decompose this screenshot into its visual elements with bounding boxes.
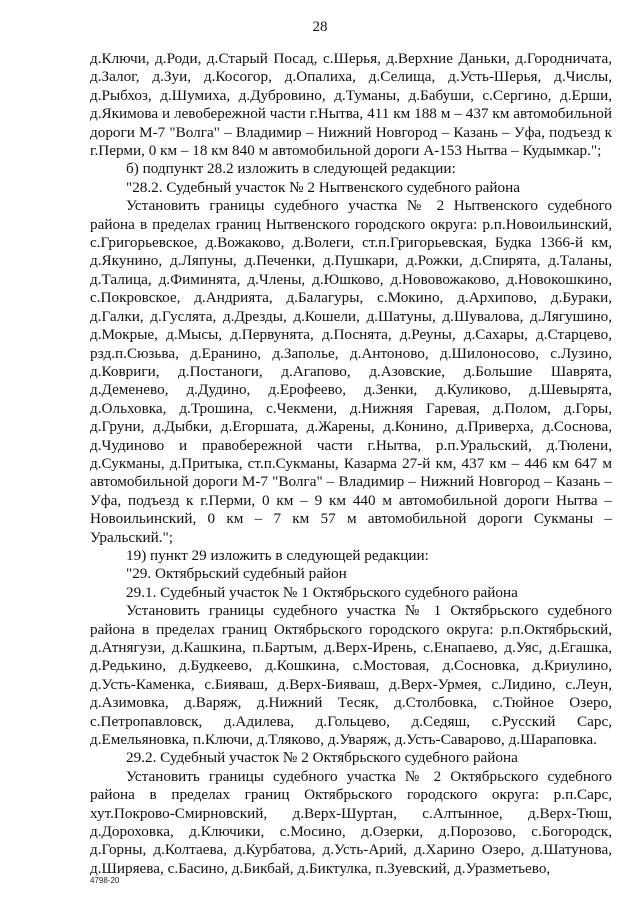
paragraph-4: Установить границы судебного участка № 2 Нытвенского судебного района в пределах границ Нытвенского городского округа: р.п.Новоильинский, с.Григорьевское, д.Вожаково, д.Волеги, ст.п.Григорьевская, Будка 1366-й км, д.Якунино, д.Ляпуны, д.Печенки, д.Пушкари, д.Рожки, д.Спирята, д.Таланы, д.Талица, д.Фиминята, д.Члены, д.Юшково, д.Нововожаково, д.Новокошкино, с.Покровское, д.Андрията, д.Балагуры, с.Мокино, д.Архипово, д.Бураки, д.Галки, д.Гуслята, д.Дрезды, д.Кошели, д.Шатуны, д.Шувалова, д.Лягушино, д.Мокрые, д.Мысы, д.Первунята, д.Поснята, д.Реуны, д.Сахары, д.Старцево, рзд.п.Сюзьва, д.Еранино, д.Заполье, д.Антоново, д.Шилоносово, с.Лузино, д.Ковриги, д.Постаноги, д.Агапово, д.Азовские, д.Большие Шаврята, д.Деменево, д.Дудино, д.Ерофеево, д.Зенки, д.Куликово, д.Шевырята, д.Ольховка, д.Трошина, с.Чекмени, д.Нижняя Гаревая, д.Полом, д.Горы, д.Груни, д.Дыбки, д.Егоршата, д.Жарены, д.Конино, д.Приверха, д.Соснова, д.Чудиново и правобережной части г.Нытва, р.п.Уральский, д.Тюлени, д.Сукманы, д.Притыка, ст.п.Сукманы, Казарма 27-й км, 437 км – 446 км 647 м автомобильной дороги М-7 "Волга" – Владимир – Нижний Новгород – Казань – Уфа, подъезд к г.Перми, 0 км – 9 км 440 м автомобильной дороги Нытва – Новоильинский, 0 км – 7 км 57 м автомобильной дороги Сукманы – Уральский.";: [90, 197, 612, 546]
paragraph-8: Установить границы судебного участка № 1 Октябрьского судебного района в пределах границ Октябрьского городского округа: р.п.Октябрьский, д.Атнягузи, д.Кашкина, п.Бартым, д.Верх-Ирень, с.Енапаево, д.Уяс, д.Егашка, д.Редькино, д.Будкеево, д.Кошкина, с.Мостовая, д.Сосновка, д.Криулино, д.Усть-Каменка, с.Бияваш, д.Верх-Бияваш, д.Верх-Урмея, с.Лидино, с.Леун, д.Азимовка, д.Варяж, д.Нижний Тесяк, д.Столбовка, с.Тюйное Озеро, с.Петропавловск, д.Адилева, д.Гольцево, д.Седяш, с.Русский Сарс, д.Емельяновка, п.Ключи, д.Тляково, д.Уваряж, д.Усть-Саварово, д.Шараповка.: [90, 602, 612, 749]
page-number: 28: [312, 19, 328, 35]
paragraph-7: 29.1. Судебный участок № 1 Октябрьского судебного района: [126, 583, 518, 601]
paragraph-9: 29.2. Судебный участок № 2 Октябрьского судебного района: [126, 749, 518, 767]
paragraph-10: Установить границы судебного участка № 2 Октябрьского судебного района в пределах границ Октябрьского городского округа: р.п.Сарс, хут.Покрово-Смирновский, д.Верх-Шуртан, с.Алтынное, д.Верх-Тюш, д.Дороховка, д.Ключики, с.Мосино, д.Озерки, д.Порозово, с.Богородск, д.Горны, д.Колтаева, д.Курбатова, д.Усть-Арий, д.Харино Озеро, д.Шатунова, д.Ширяева, с.Басино, д.Бикбай, д.Биктулка, п.Зуевский, д.Уразметьево,: [90, 767, 612, 877]
paragraph-6: "29. Октябрьский судебный район: [126, 565, 347, 583]
paragraph-1: д.Ключи, д.Роди, д.Старый Посад, с.Шерья, д.Верхние Даньки, д.Городничата, д.Залог, д.Зуи, д.Косогор, д.Опалиха, д.Селища, д.Усть-Шерья, д.Числы, д.Рыбхоз, д.Шумиха, д.Дубровино, д.Туманы, д.Бабуши, с.Сергино, д.Ерши, д.Якимова и левобережной части г.Нытва, 411 км 188 м – 437 км автомобильной дороги М-7 "Волга" – Владимир – Нижний Новгород – Казань – Уфа, подъезд к г.Перми, 0 км – 18 км 840 м автомобильной дороги А-153 Нытва – Кудымкар.";: [90, 50, 612, 160]
paragraph-3: "28.2. Судебный участок № 2 Нытвенского судебного района: [126, 178, 521, 196]
paragraph-5: 19) пункт 29 изложить в следующей редакции:: [126, 546, 429, 564]
footer-code: 4798-20: [90, 876, 120, 885]
paragraph-2: б) подпункт 28.2 изложить в следующей редакции:: [126, 160, 456, 178]
document-body: [90, 50, 612, 878]
